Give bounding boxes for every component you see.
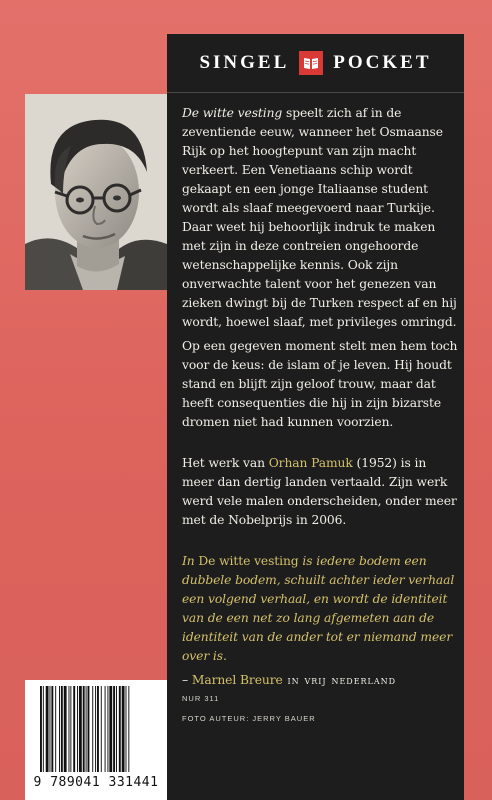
review-quote: In De witte vesting is iedere bodem een dubbele bodem, schuilt achter ieder verhaal een volgend verhaal, en wordt de identiteit van de een net zo lang afgemeten aan de identiteit van de ander tot er niemand meer over is. — [182, 554, 455, 663]
photo-credit: FOTO AUTEUR: JERRY BAUER — [182, 714, 316, 723]
quote-source: in vrij nederland — [282, 673, 397, 687]
brand-pocket: POCKET — [333, 52, 432, 73]
barcode — [25, 680, 167, 800]
critic-name: Marnel Breure — [191, 673, 283, 687]
blurb-text — [182, 104, 458, 695]
blurb-paragraph-3: Het werk van Orhan Pamuk (1952) is in meer dan dertig landen vertaald. Zijn werk werd vele malen onderscheiden, onder meer met de Nobelprijs in 2006. — [182, 456, 457, 527]
isbn-number: 9 789041 331441 — [33, 775, 159, 790]
blurb-paragraph-1: De witte vesting speelt zich af in de zeventiende eeuw, wanneer het Osmaanse Rijk op het hoogtepunt van zijn macht verkeert. Een Venetiaans schip wordt gekaapt en een jonge Italiaanse student wordt als slaaf meegevoerd naar Turkije. Daar weet hij behoorlijk indruk te maken met zijn in deze contreien ongehoorde wetenschappelijke kennis. Ook zijn onverwachte talent voor het genezen van zieken dwingt bij de Turken respect af en hij wordt, hoewel slaaf, met privileges omringd. — [182, 106, 457, 329]
nur-code: NUR 311 — [182, 694, 220, 703]
quote-attribution: – Marnel Breure in vrij nederland — [182, 673, 397, 687]
text-panel — [167, 34, 464, 800]
book-icon — [299, 51, 323, 75]
barcode-bars — [38, 686, 154, 772]
author-name: Orhan Pamuk — [268, 456, 353, 470]
publisher-logo — [167, 34, 464, 93]
book-title: De witte vesting — [182, 106, 283, 120]
brand-singel: SINGEL — [199, 52, 290, 73]
blurb-paragraph-2: Op een gegeven moment stelt men hem toch voor de keus: de islam of je leven. Hij houdt stand en blijft zijn geloof trouw, maar dat heeft consequenties die hij in zijn bizarste dromen niet had kunnen voorzien. — [182, 339, 458, 429]
author-photo — [25, 94, 167, 290]
